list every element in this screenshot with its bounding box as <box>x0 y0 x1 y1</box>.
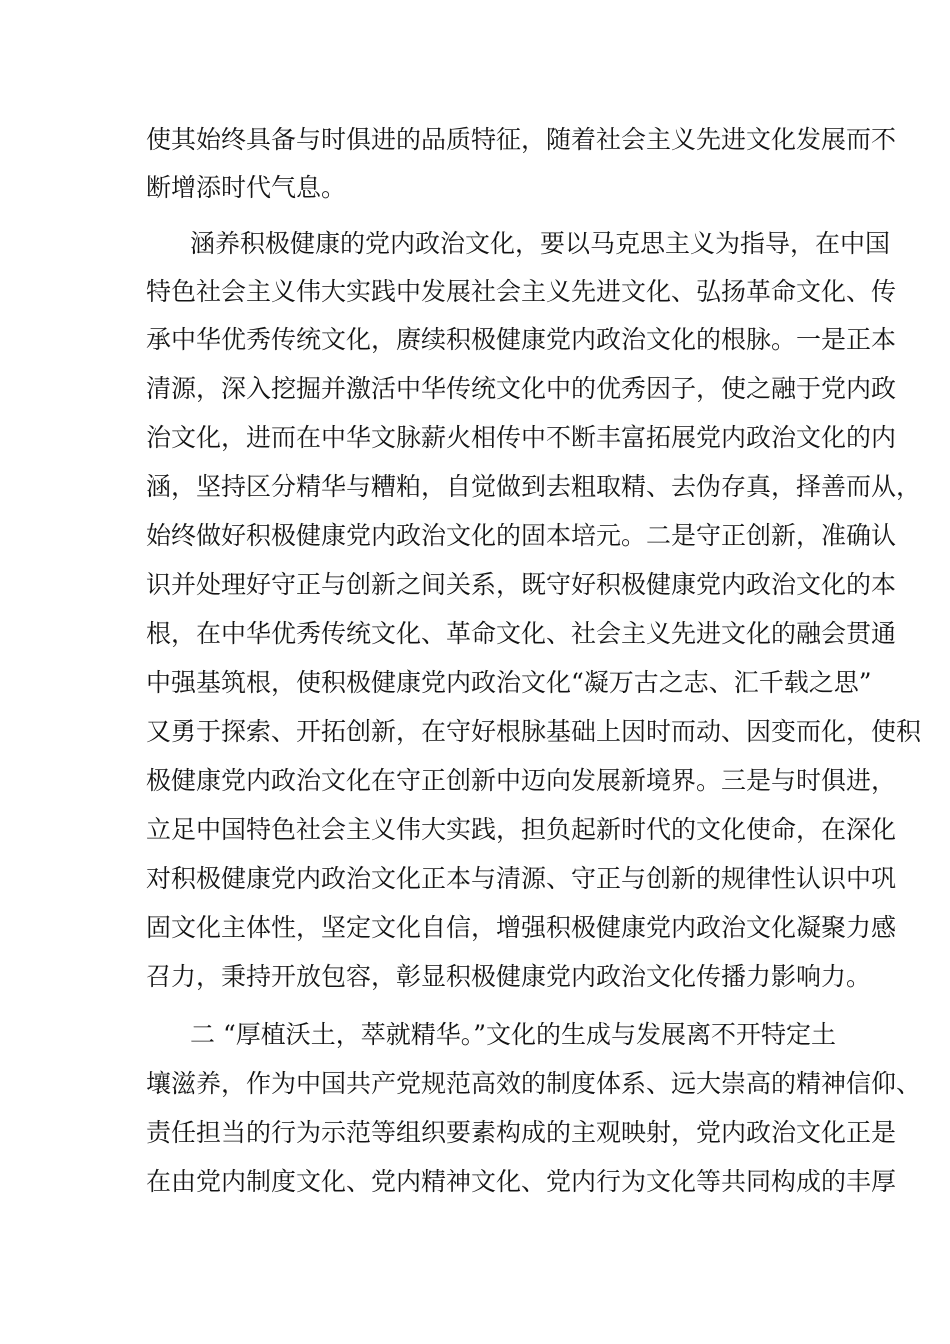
text-line-8: 涵，坚持区分精华与糟粕，自觉做到去粗取精、去伪存真，择善而从， <box>146 472 922 501</box>
text-line-9: 始终做好积极健康党内政治文化的固本培元。二是守正创新，准确认 <box>146 521 897 550</box>
text-line-22: 在由党内制度文化、党内精神文化、党内行为文化等共同构成的丰厚 <box>146 1167 897 1196</box>
text-line-6: 清源，深入挖掘并激活中华传统文化中的优秀因子，使之融于党内政 <box>146 374 897 403</box>
text-line-1: 使其始终具备与时俱进的品质特征，随着社会主义先进文化发展而不 <box>146 125 897 154</box>
text-line-21: 责任担当的行为示范等组织要素构成的主观映射，党内政治文化正是 <box>146 1118 897 1147</box>
text-line-3: 涵养积极健康的党内政治文化，要以马克思主义为指导，在中国 <box>190 229 891 258</box>
text-line-12: 中强基筑根，使积极健康党内政治文化“凝万古之志、汇千载之思” <box>146 668 872 697</box>
text-line-7: 治文化，进而在中华文脉薪火相传中不断丰富拓展党内政治文化的内 <box>146 423 897 452</box>
text-line-10: 识并处理好守正与创新之间关系，既守好积极健康党内政治文化的本 <box>146 570 897 599</box>
text-line-11: 根，在中华优秀传统文化、革命文化、社会主义先进文化的融会贯通 <box>146 619 897 648</box>
text-line-18: 召力，秉持开放包容，彰显积极健康党内政治文化传播力影响力。 <box>146 962 872 991</box>
text-line-20: 壤滋养，作为中国共产党规范高效的制度体系、远大崇高的精神信仰、 <box>146 1069 922 1098</box>
text-line-5: 承中华优秀传统文化，赓续积极健康党内政治文化的根脉。一是正本 <box>146 325 897 354</box>
text-line-4: 特色社会主义伟大实践中发展社会主义先进文化、弘扬革命文化、传 <box>146 277 897 306</box>
text-line-17: 固文化主体性，坚定文化自信，增强积极健康党内政治文化凝聚力感 <box>146 913 897 942</box>
text-line-13: 又勇于探索、开拓创新，在守好根脉基础上因时而动、因变而化，使积 <box>146 717 922 746</box>
text-line-19: 二 “厚植沃土，萃就精华。”文化的生成与发展离不开特定土 <box>190 1020 837 1049</box>
text-line-15: 立足中国特色社会主义伟大实践，担负起新时代的文化使命，在深化 <box>146 815 897 844</box>
text-line-2: 断增添时代气息。 <box>146 173 347 202</box>
text-line-16: 对积极健康党内政治文化正本与清源、守正与创新的规律性认识中巩 <box>146 864 897 893</box>
text-line-14: 极健康党内政治文化在守正创新中迈向发展新境界。三是与时俱进， <box>146 766 897 795</box>
